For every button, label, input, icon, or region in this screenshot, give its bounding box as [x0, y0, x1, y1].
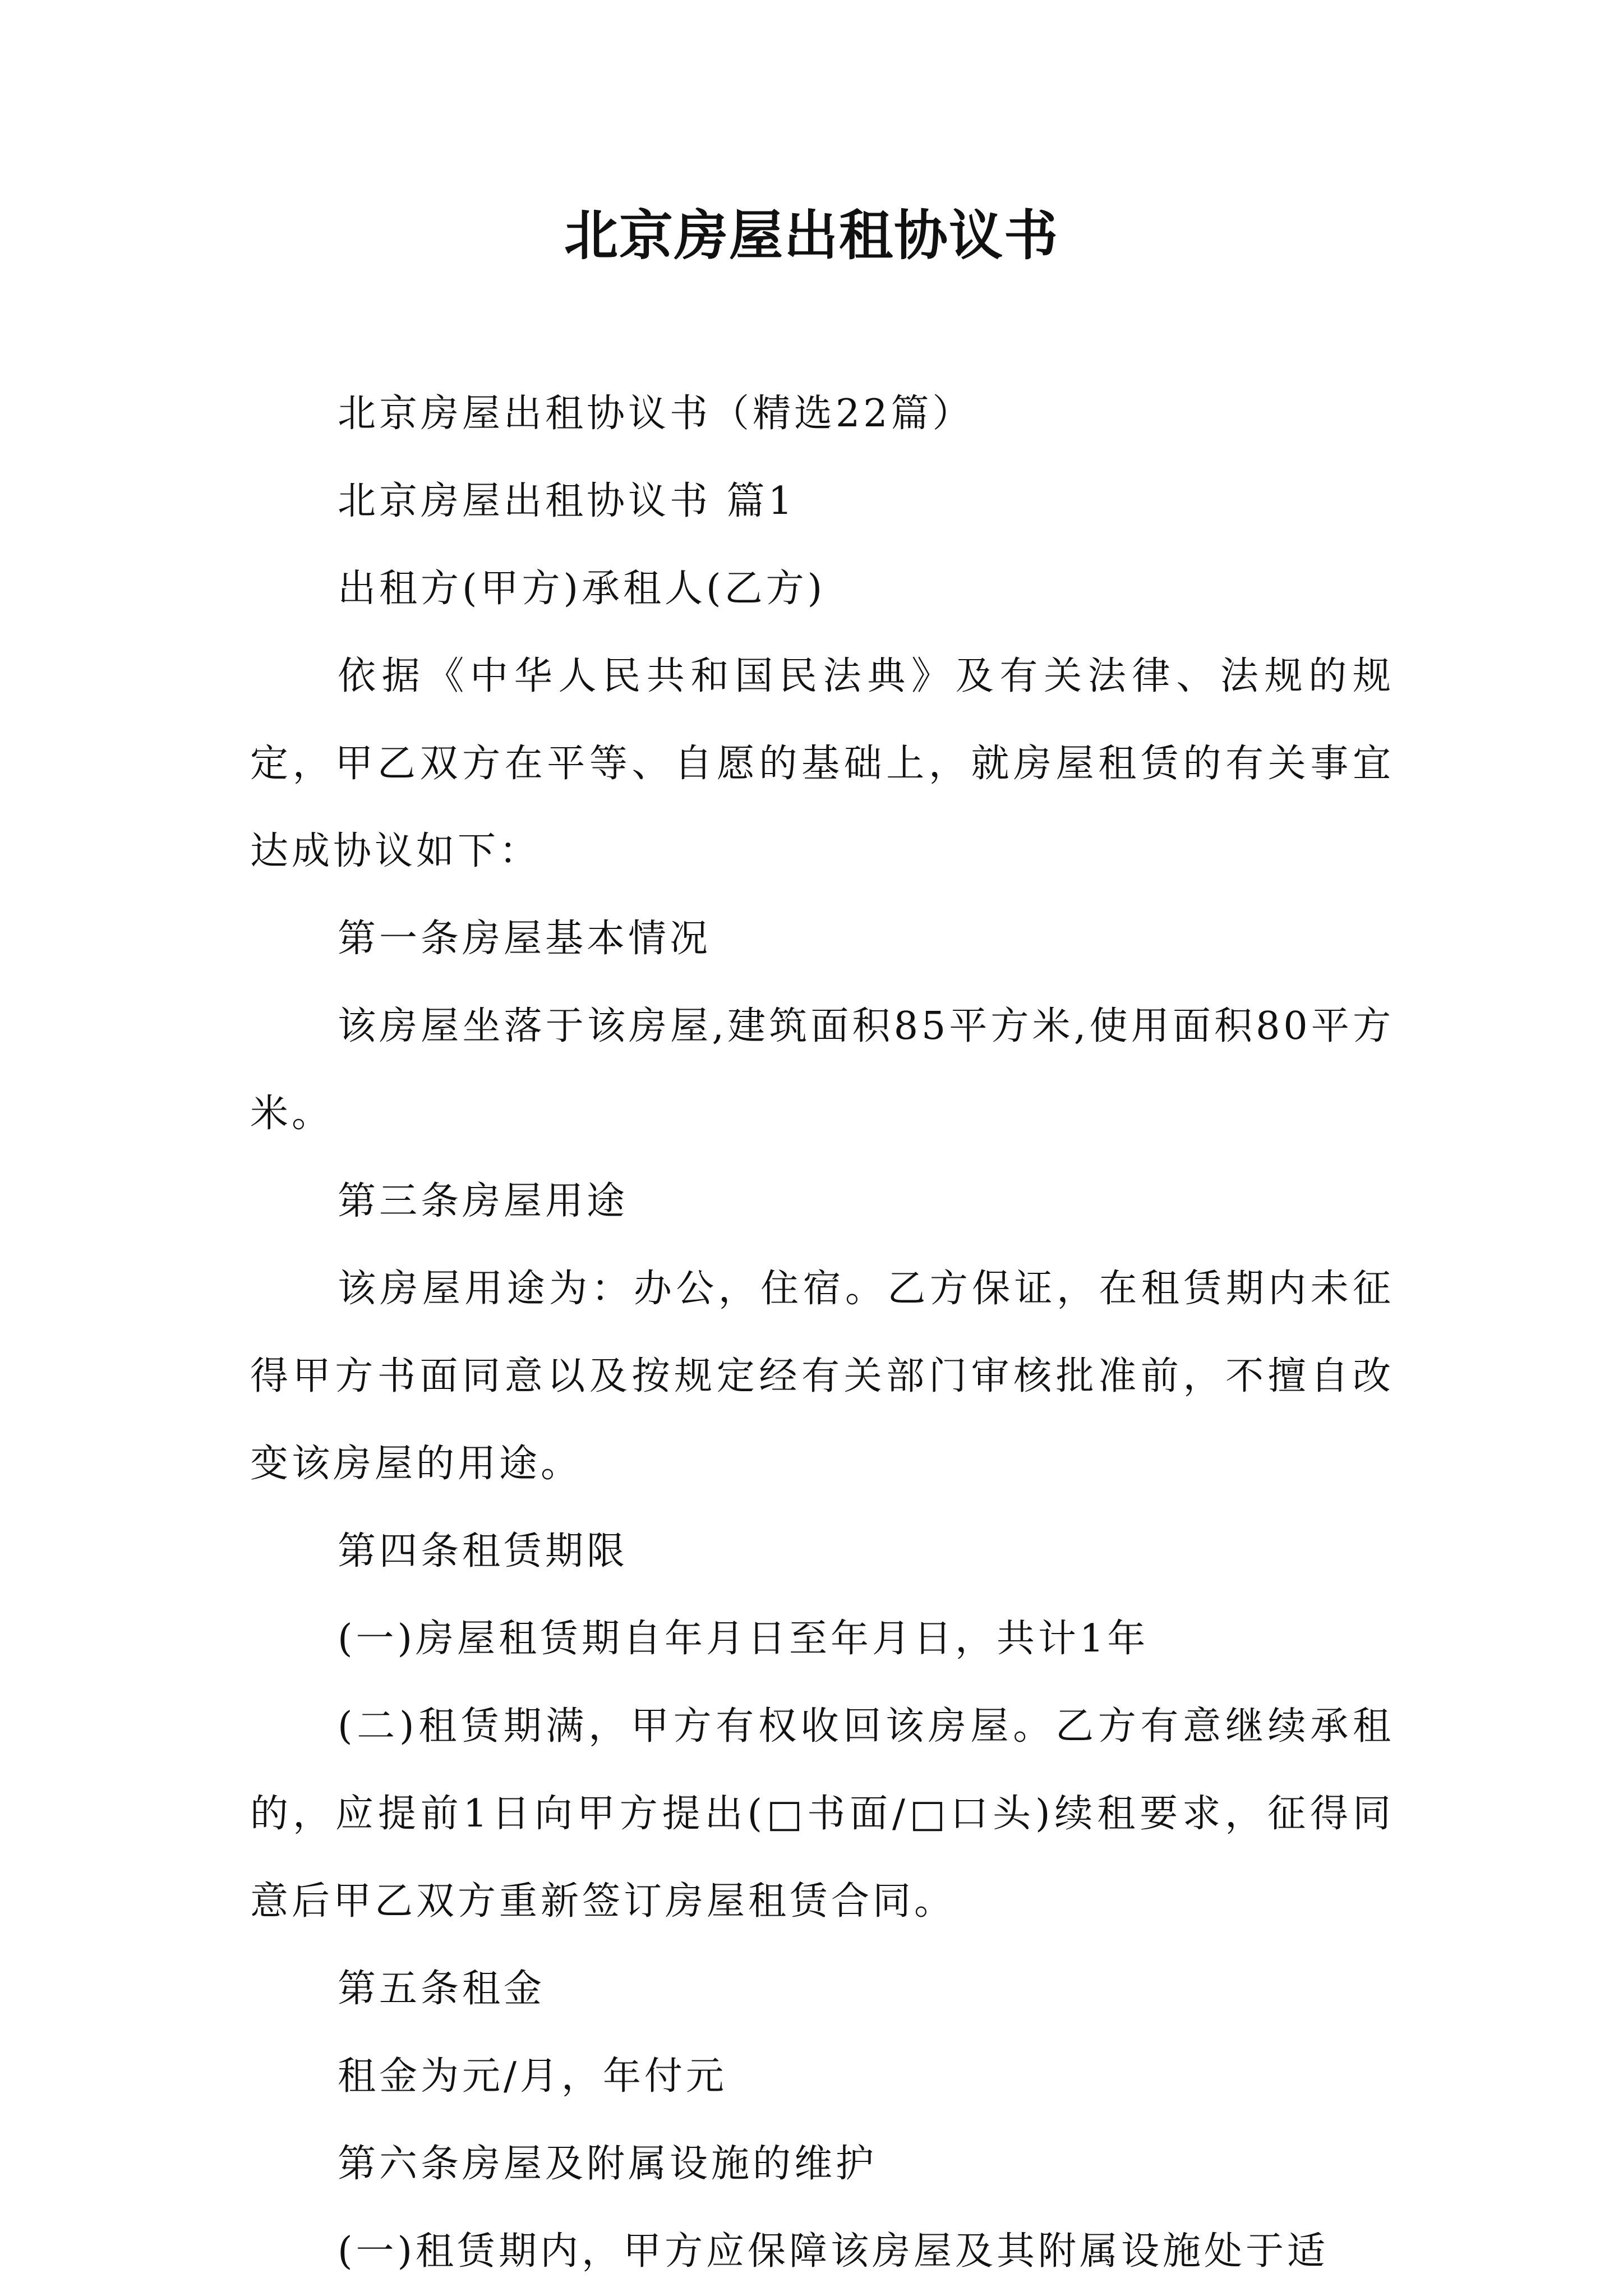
paragraph-basis: 依据《中华人民共和国民法典》及有关法律、法规的规定，甲乙双方在平等、自愿的基础上，就房屋租赁的有关事宜达成协议如下：: [250, 654, 1394, 873]
paragraph-clause-4-item-1: (一)房屋租赁期自年月日至年月日，共计1年: [338, 1617, 1149, 1661]
paragraph-clause-4-heading: 第四条租赁期限: [338, 1529, 629, 1573]
paragraph-clause-3-heading: 第三条房屋用途: [338, 1179, 629, 1223]
paragraph-clause-4-item-2: (二)租赁期满，甲方有权收回该房屋。乙方有意继续承租的，应提前1日向甲方提出(□书面/□口头)续租要求，征得同意后甲乙双方重新签订房屋租赁合同。: [250, 1704, 1394, 1924]
paragraph-clause-1-body: 该房屋坐落于该房屋,建筑面积85平方米,使用面积80平方米。: [250, 1004, 1394, 1136]
paragraph-collection-heading: 北京房屋出租协议书（精选22篇）: [338, 392, 974, 436]
document-body: [250, 370, 1394, 2295]
document-title: 北京房屋出租协议书: [564, 204, 1059, 267]
paragraph-clause-6-heading: 第六条房屋及附属设施的维护: [338, 2142, 878, 2186]
paragraph-article-heading: 北京房屋出租协议书 篇1: [338, 479, 796, 523]
paragraph-clause-5-body: 租金为元/月，年付元: [338, 2054, 727, 2099]
paragraph-clause-5-heading: 第五条租金: [338, 1967, 546, 2011]
paragraph-clause-6-item-1: (一)租赁期内，甲方应保障该房屋及其附属设施处于适: [338, 2229, 1329, 2274]
paragraph-parties: 出租方(甲方)承租人(乙方): [338, 567, 826, 611]
paragraph-clause-1-heading: 第一条房屋基本情况: [338, 917, 712, 961]
paragraph-clause-3-body: 该房屋用途为：办公，住宿。乙方保证，在租赁期内未征得甲方书面同意以及按规定经有关部门审核批准前，不擅自改变该房屋的用途。: [250, 1267, 1394, 1486]
